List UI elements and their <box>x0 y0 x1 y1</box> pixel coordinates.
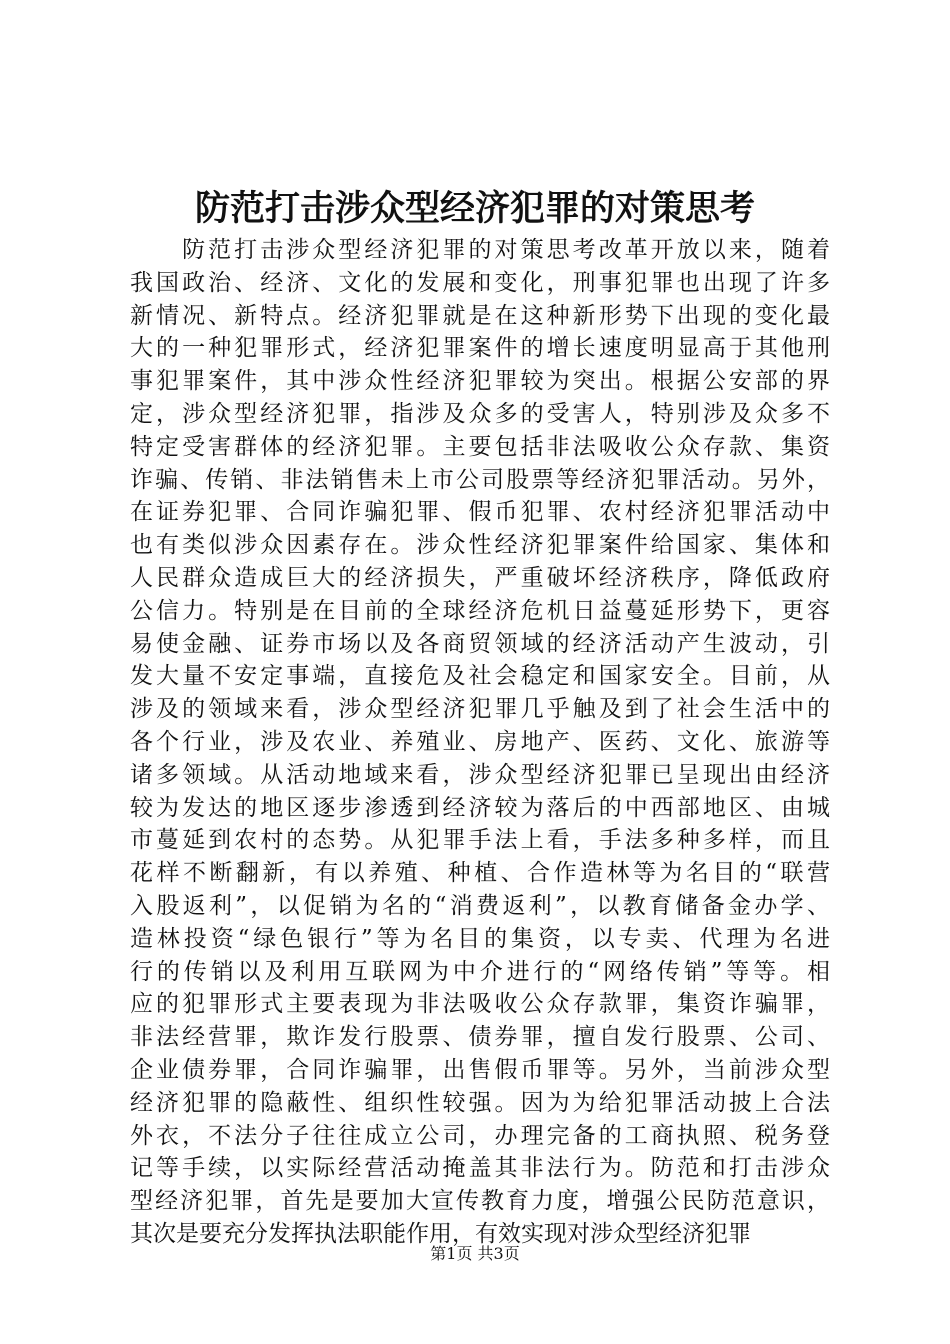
body-line: 入股返利”，以促销为名的“消费返利”，以教育储备金办学、 <box>130 892 830 919</box>
body-line: 较为发达的地区逐步渗透到经济较为落后的中西部地区、由城 <box>130 794 830 821</box>
body-line: 我国政治、经济、文化的发展和变化，刑事犯罪也出现了许多 <box>130 269 830 296</box>
body-line: 行的传销以及利用互联网为中介进行的“网络传销”等等。相 <box>130 958 830 985</box>
body-line: 易使金融、证券市场以及各商贸领域的经济活动产生波动，引 <box>130 630 830 657</box>
body-line: 人民群众造成巨大的经济损失，严重破坏经济秩序，降低政府 <box>130 564 830 591</box>
body-line: 外衣，不法分子往往成立公司，办理完备的工商执照、税务登 <box>130 1122 830 1149</box>
body-line: 应的犯罪形式主要表现为非法吸收公众存款罪，集资诈骗罪， <box>130 991 830 1018</box>
body-line: 造林投资“绿色银行”等为名目的集资，以专卖、代理为名进 <box>130 925 830 952</box>
body-line: 涉及的领域来看，涉众型经济犯罪几乎触及到了社会生活中的 <box>130 696 830 723</box>
body-line: 防范打击涉众型经济犯罪的对策思考改革开放以来，随着 <box>130 237 830 263</box>
body-line: 也有类似涉众因素存在。涉众性经济犯罪案件给国家、集体和 <box>130 532 830 559</box>
body-line: 大的一种犯罪形式，经济犯罪案件的增长速度明显高于其他刑 <box>130 335 830 362</box>
body-line: 经济犯罪的隐蔽性、组织性较强。因为为给犯罪活动披上合法 <box>130 1089 830 1116</box>
body-line: 发大量不安定事端，直接危及社会稳定和国家安全。目前，从 <box>130 663 830 690</box>
body-line: 新情况、新特点。经济犯罪就是在这种新形势下出现的变化最 <box>130 302 830 329</box>
body-line: 诸多领域。从活动地域来看，涉众型经济犯罪已呈现出由经济 <box>130 761 830 788</box>
body-line: 花样不断翻新，有以养殖、种植、合作造林等为名目的“联营 <box>130 860 830 887</box>
document-title: 防范打击涉众型经济犯罪的对策思考 <box>194 188 755 229</box>
body-line: 在证券犯罪、合同诈骗犯罪、假币犯罪、农村经济犯罪活动中 <box>130 499 830 526</box>
body-line: 各个行业，涉及农业、养殖业、房地产、医药、文化、旅游等 <box>130 728 830 755</box>
body-line: 诈骗、传销、非法销售未上市公司股票等经济犯罪活动。另外， <box>130 466 830 493</box>
body-line: 记等手续，以实际经营活动掩盖其非法行为。防范和打击涉众 <box>130 1155 830 1182</box>
page-footer: 第1页 共3页 <box>430 1244 520 1263</box>
body-line: 特定受害群体的经济犯罪。主要包括非法吸收公众存款、集资 <box>130 433 830 460</box>
body-line: 公信力。特别是在目前的全球经济危机日益蔓延形势下，更容 <box>130 597 830 624</box>
body-line: 其次是要充分发挥执法职能作用，有效实现对涉众型经济犯罪 <box>130 1220 751 1247</box>
body-line: 定，涉众型经济犯罪，指涉及众多的受害人，特别涉及众多不 <box>130 400 830 427</box>
body-line: 市蔓延到农村的态势。从犯罪手法上看，手法多种多样，而且 <box>130 827 830 854</box>
body-line: 企业债券罪，合同诈骗罪，出售假币罪等。另外，当前涉众型 <box>130 1056 830 1083</box>
body-line: 型经济犯罪，首先是要加大宣传教育力度，增强公民防范意识， <box>130 1188 830 1215</box>
body-line: 事犯罪案件，其中涉众性经济犯罪较为突出。根据公安部的界 <box>130 368 830 395</box>
document-body <box>130 234 830 1251</box>
body-line: 非法经营罪，欺诈发行股票、债券罪，擅自发行股票、公司、 <box>130 1024 830 1051</box>
